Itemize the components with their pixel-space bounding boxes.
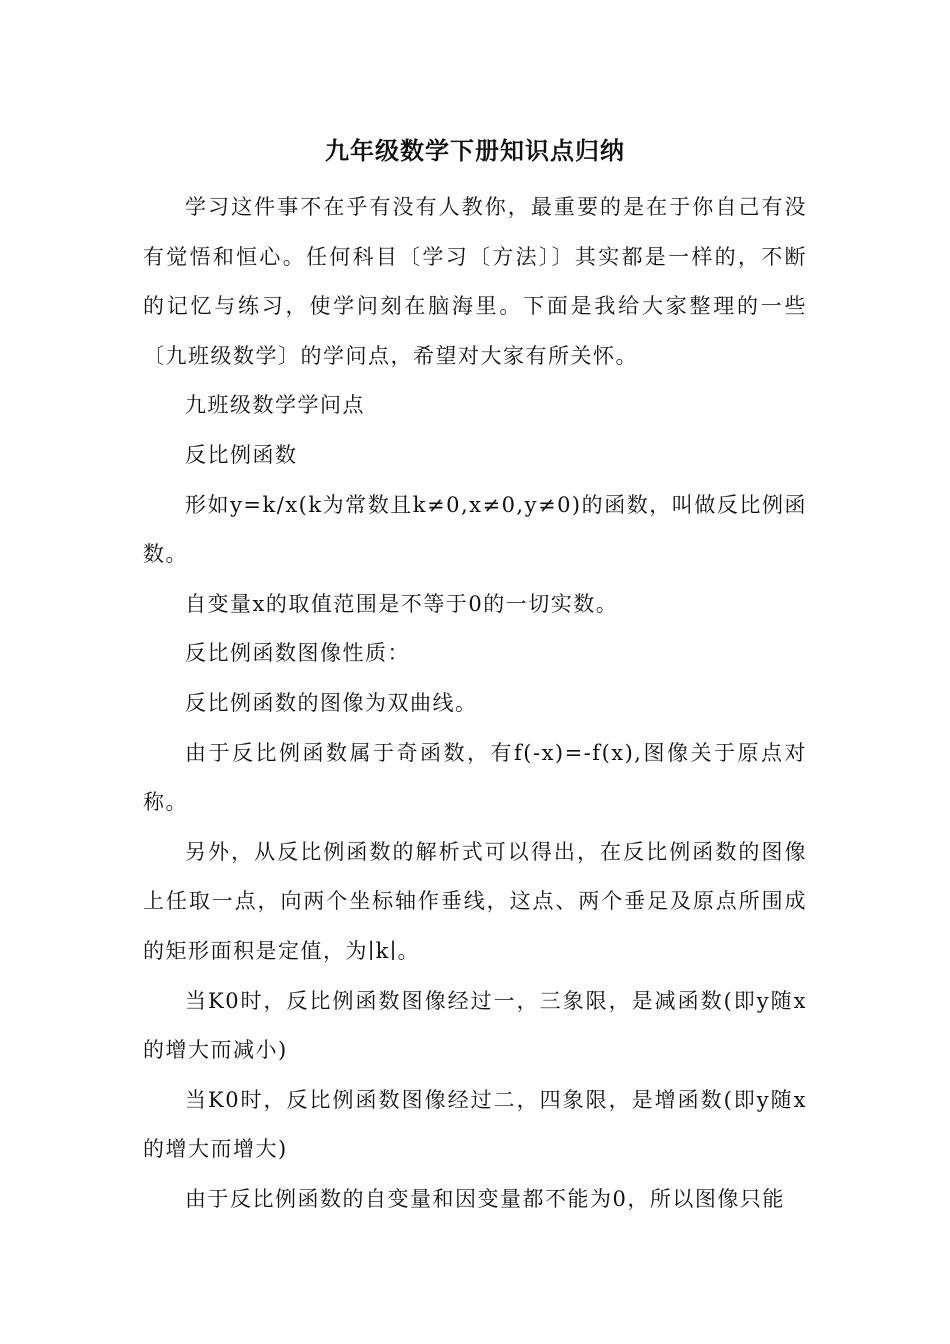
paragraph-definition: 形如y=k/x(k为常数且k≠0,x≠0,y≠0)的函数，叫做反比例函数。	[143, 492, 807, 567]
paragraph-domain: 自变量x的取值范围是不等于0的一切实数。	[185, 591, 619, 616]
paragraph-nonzero: 由于反比例函数的自变量和因变量都不能为0，所以图像只能	[185, 1186, 785, 1211]
paragraph-odd-function: 由于反比例函数属于奇函数，有f(-x)=-f(x),图像关于原点对称。	[143, 740, 807, 815]
paragraph-increasing: 当K0时，反比例函数图像经过二，四象限，是增函数(即y随x的增大而增大)	[143, 1087, 807, 1162]
paragraph-properties-heading: 反比例函数图像性质：	[185, 641, 410, 666]
paragraph-intro: 学习这件事不在乎有没有人教你，最重要的是在于你自己有没有觉悟和恒心。任何科目〔学习〔方法〕〕其实都是一样的，不断的记忆与练习，使学问刻在脑海里。下面是我给大家整理的一些〔九班级数学〕的学问点，希望对大家有所关怀。	[143, 195, 807, 368]
document-body	[143, 183, 807, 1224]
paragraph-decreasing: 当K0时，反比例函数图像经过一，三象限，是减函数(即y随x的增大而减小)	[143, 988, 807, 1063]
paragraph-subheading: 反比例函数	[185, 442, 298, 467]
document-title: 九年级数学下册知识点归纳	[325, 136, 625, 165]
paragraph-hyperbola: 反比例函数的图像为双曲线。	[185, 690, 478, 715]
paragraph-section-heading: 九班级数学学问点	[185, 393, 365, 418]
paragraph-rectangle-area: 另外，从反比例函数的解析式可以得出，在反比例函数的图像上任取一点，向两个坐标轴作垂线，这点、两个垂足及原点所围成的矩形面积是定值，为∣k∣。	[143, 839, 807, 963]
